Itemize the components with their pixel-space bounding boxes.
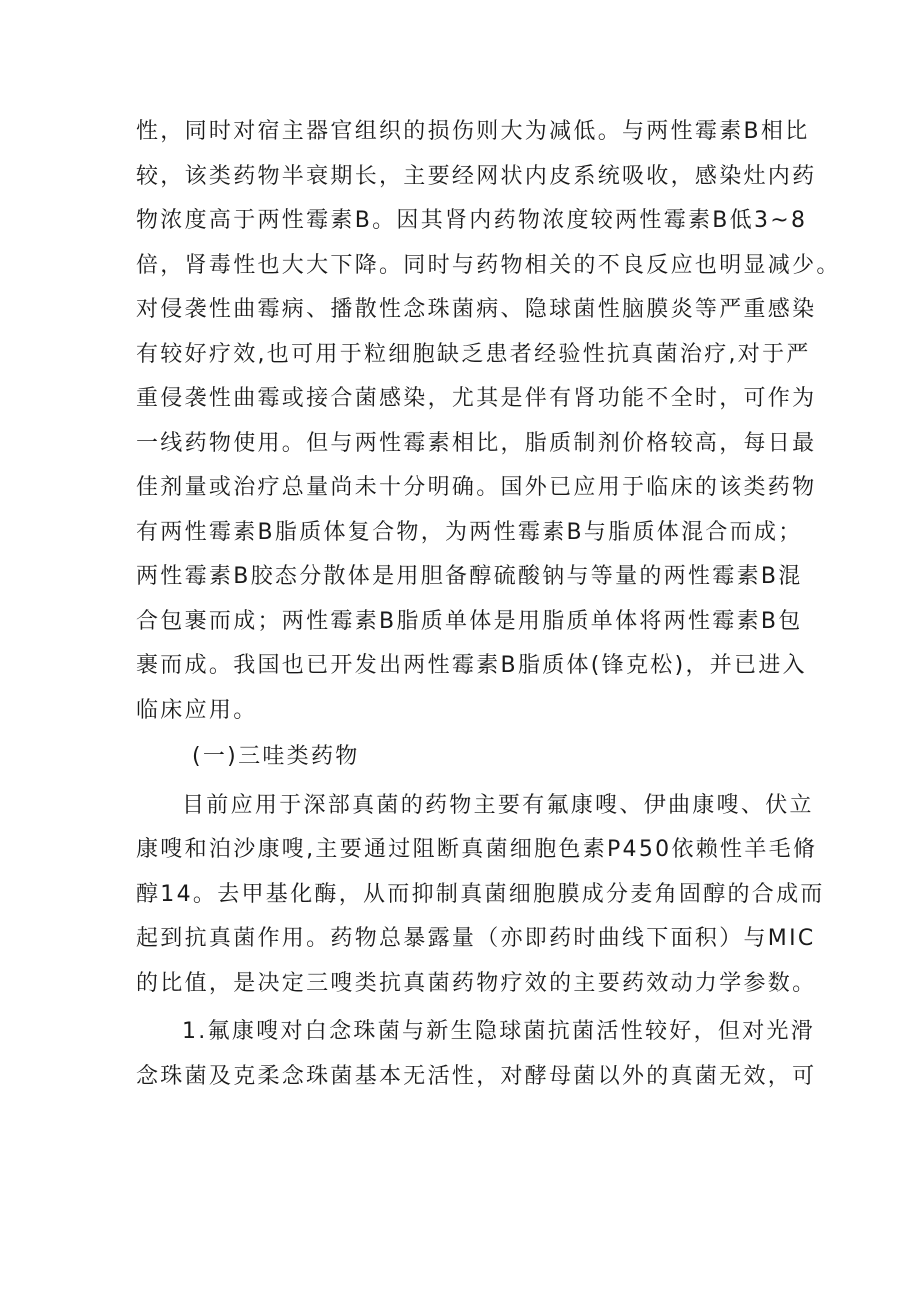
- paragraph-fluconazole: [136, 1010, 817, 1099]
- text-line: 的比值，是决定三嗖类抗真菌药物疗效的主要药效动力学参数。: [136, 970, 817, 996]
- text-line: 醇14。去甲基化酶，从而抑制真菌细胞膜成分麦角固醇的合成而: [136, 881, 825, 907]
- document-body: [136, 110, 841, 1099]
- paragraph-triazoles: [136, 784, 825, 1007]
- text-line: 合包裹而成；两性霉素B脂质单体是用脂质单体将两性霉素B包: [136, 608, 803, 634]
- text-line: 有两性霉素B脂质体复合物，为两性霉素B与脂质体混合而成；: [136, 519, 803, 545]
- text-line: 1.氟康嗖对白念珠菌与新生隐球菌抗菌活性较好，但对光滑: [182, 1019, 816, 1044]
- paragraph-lipid-formulations: [136, 110, 841, 733]
- text-line: 裹而成。我国也已开发出两性霉素B脂质体(锋克松)，并已进入: [136, 653, 807, 678]
- text-line: 康嗖和泊沙康嗖,主要通过阻断真菌细胞色素P450依赖性羊毛脩: [136, 837, 818, 862]
- text-line: 念珠菌及克柔念珠菌基本无活性，对酵母菌以外的真菌无效，可: [136, 1063, 817, 1089]
- text-line: 佳剂量或治疗总量尚未十分明确。国外已应用于临床的该类药物: [136, 475, 817, 500]
- text-line: 一线药物使用。但与两性霉素相比，脂质制剂价格较高，每日最: [136, 430, 817, 456]
- text-line: 有较好疗效,也可用于粒细胞缺乏患者经验性抗真菌治疗,对于严: [136, 341, 811, 367]
- text-line: 临床应用。: [136, 697, 258, 723]
- section-heading-text: (一)三哇类药物: [192, 744, 360, 769]
- text-line: 较，该类药物半衰期长，主要经网状内皮系统吸收，感染灶内药: [136, 163, 817, 189]
- text-line: 性，同时对宿主器官组织的损伤则大为减低。与两性霉素B相比: [136, 119, 810, 144]
- text-line: 对侵袭性曲霉病、播散性念珠菌病、隐球菌性脑膜炎等严重感染: [136, 297, 817, 322]
- text-line: 起到抗真菌作用。药物总暴露量（亦即药时曲线下面积）与MIC: [136, 926, 816, 951]
- text-line: 目前应用于深部真菌的药物主要有氟康嗖、伊曲康嗖、伏立: [182, 792, 814, 818]
- section-heading: [136, 735, 796, 780]
- text-line: 物浓度高于两性霉素B。因其肾内药物浓度较两性霉素B低3~8: [136, 208, 808, 233]
- text-line: 倍，肾毒性也大大下降。同时与药物相关的不良反应也明显减少。: [136, 252, 841, 278]
- text-line: 重侵袭性曲霉或接合菌感染，尤其是伴有肾功能不全时，可作为: [136, 386, 817, 411]
- text-line: 两性霉素B胶态分散体是用胆备醇硫酸钠与等量的两性霉素B混: [136, 564, 803, 589]
